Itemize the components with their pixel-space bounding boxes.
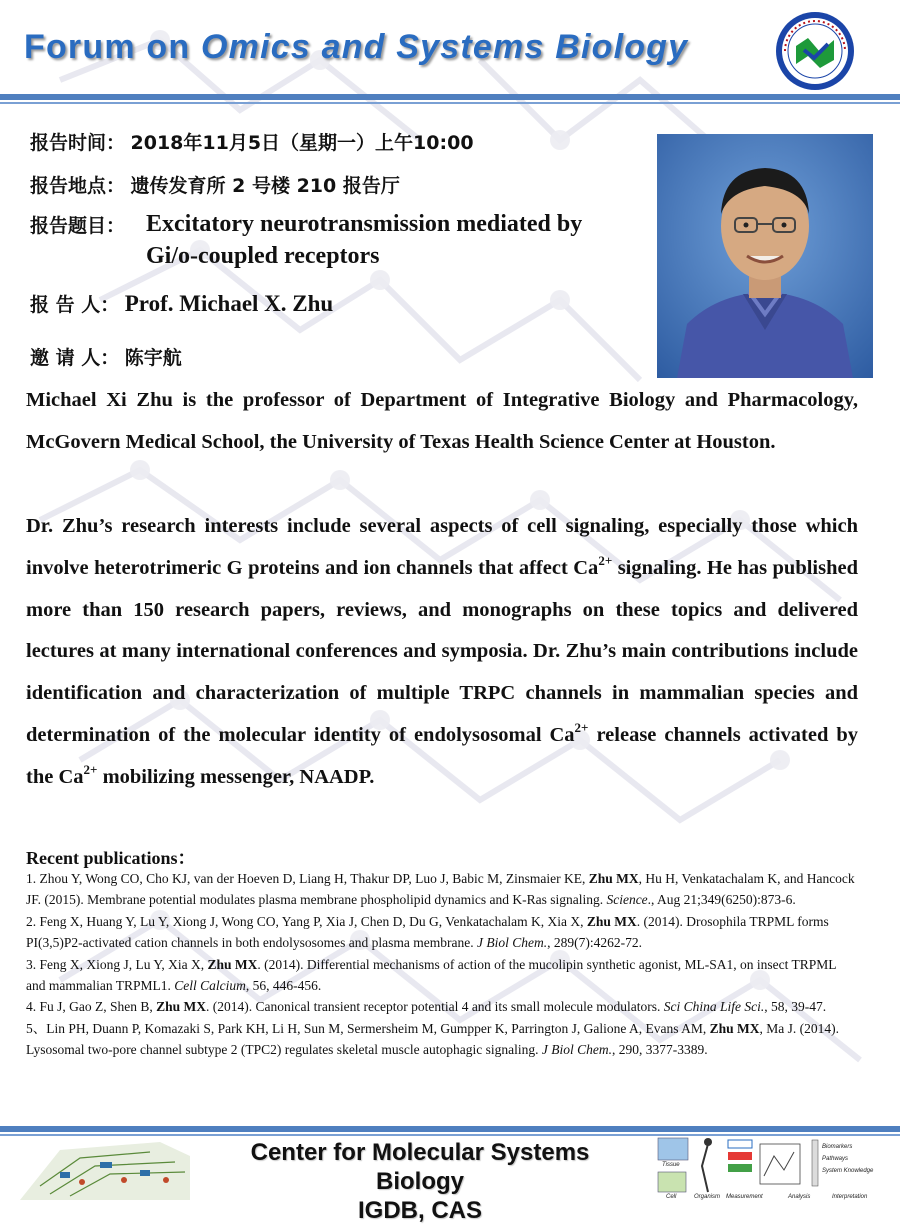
host-value: 陈宇航 [124, 347, 182, 369]
bio-paragraph-1: Michael Xi Zhu is the professor of Department of Integrative Biology and Pharmacology, McGovern Medical School, the University of Texas Health Science Center at Houston. [26, 389, 858, 453]
footer-line-1: Center for Molecular Systems Biology [250, 1139, 590, 1195]
pub-authors: 3. Feng X, Xiong J, Lu Y, Xia X, [26, 956, 208, 972]
pub-authors: 4. Fu J, Gao Z, Shen B, [26, 999, 157, 1015]
diagram-label: Cell [666, 1194, 677, 1200]
publications-heading: Recent publications： [26, 848, 196, 868]
publication-item [26, 954, 858, 997]
place-label: 报告地点： [30, 175, 126, 197]
diagram-label: Tissue [662, 1162, 680, 1168]
topic-label: 报告题目： [30, 215, 126, 237]
pub-authors: 5、Lin PH, Duann P, Komazaki S, Park KH, Li H, Sun M, Sermersheim M, Gumpper K, Parrington J, Galione A, Evans AM, [26, 1020, 710, 1036]
systems-biology-diagram [656, 1136, 900, 1200]
pub-journal: Cell Calcium [174, 978, 246, 994]
pub-citation: ., Aug 21;349(6250):873-6. [647, 892, 796, 908]
host-label: 邀 请 人： [30, 347, 120, 369]
forum-title [24, 28, 688, 67]
header-rule [0, 94, 900, 100]
talk-topic-row [30, 211, 125, 238]
pub-journal: J Biol Chem. [477, 935, 548, 951]
diagram-label: Analysis [788, 1194, 811, 1200]
publication-item [26, 996, 858, 1017]
pub-highlight-author: Zhu MX [709, 1020, 760, 1036]
forum-title-part2: Omics and Systems Biology [201, 28, 689, 66]
pub-citation: , 58, 39-47. [764, 999, 827, 1015]
pub-title: . (2014). Differential mechanisms of action of the mucolipin synthetic agonist, ML-SA1, on insect TRPML and mammalian TRPML1. [26, 956, 837, 994]
talk-time-row [30, 128, 474, 155]
time-label: 报告时间： [30, 132, 126, 154]
diagram-label: Organism [694, 1194, 721, 1200]
pub-title: . (2014). Canonical transient receptor potential 4 and its small molecule modulators. [206, 999, 664, 1015]
superscript-charge: 2+ [574, 720, 589, 736]
place-value: 遗传发育所 2 号楼 210 报告厅 [130, 175, 400, 197]
pub-title: , Hu H, Venkatachalam K, and Hancock JF. (2015). Membrane potential modulates plasma membrane phospholipid dynamics and K-Ras signaling. [26, 871, 855, 908]
talk-host-row [30, 343, 182, 370]
circuit-board-image [0, 1136, 190, 1200]
time-value: 2018年11月5日（星期一）上午10:00 [130, 132, 474, 154]
topic-line-2: Gi/o-coupled receptors [146, 243, 380, 269]
pub-authors: 1. Zhou Y, Wong CO, Cho KJ, van der Hoeven D, Liang H, Thakur DP, Luo J, Babic M, Zinsmaier KE, [26, 871, 589, 886]
superscript-charge: 2+ [83, 761, 98, 777]
bio-p2-part-c: release channels activated by the Ca [26, 723, 858, 788]
publication-item [26, 911, 858, 954]
pub-highlight-author: Zhu MX [207, 956, 258, 972]
pub-citation: , 289(7):4262-72. [547, 935, 643, 951]
forum-title-part1: Forum on [24, 28, 201, 66]
speaker-value: Prof. Michael X. Zhu [124, 291, 334, 316]
institute-seal-icon [774, 10, 856, 92]
footer-rule [0, 1126, 900, 1132]
pub-highlight-author: Zhu MX [586, 913, 637, 929]
diagram-label: Pathways [822, 1156, 849, 1162]
pub-title: . (2014). Drosophila TRPML forms PI(3,5)P2-activated cation channels in both endolysosomes and plasma membrane. [26, 913, 829, 951]
publication-item [26, 1018, 858, 1061]
diagram-label: Measurement [726, 1194, 763, 1200]
publication-item [26, 868, 858, 911]
header-rule-thin [0, 102, 900, 104]
pub-highlight-author: Zhu MX [588, 871, 639, 886]
topic-line-1: Excitatory neurotransmission mediated by [146, 211, 583, 237]
diagram-label: System Knowledge [822, 1168, 874, 1174]
bio-p2-part-d: mobilizing messenger, NAADP. [97, 765, 375, 788]
pub-citation: , 56, 446-456. [245, 978, 322, 994]
pub-highlight-author: Zhu MX [156, 999, 207, 1015]
pub-citation: , 290, 3377-3389. [612, 1042, 708, 1058]
talk-place-row [30, 171, 400, 198]
superscript-charge: 2+ [598, 552, 613, 568]
footer-title [210, 1138, 630, 1225]
bio-paragraph-2 [26, 506, 858, 799]
talk-speaker-row [30, 290, 333, 317]
pub-journal: J Biol Chem. [541, 1042, 613, 1058]
pub-journal: Sci China Life Sci. [663, 999, 765, 1015]
pub-title: , Ma J. (2014). Lysosomal two-pore channel subtype 2 (TPC2) regulates skeletal muscle autophagic signaling. [26, 1020, 839, 1058]
pub-journal: Science [606, 892, 648, 908]
diagram-label: Biomarkers [822, 1144, 853, 1150]
speaker-label: 报 告 人： [30, 294, 120, 316]
publications-list [26, 868, 858, 1061]
pub-authors: 2. Feng X, Huang Y, Lu Y, Xiong J, Wong CO, Yang P, Xia J, Chen D, Du G, Venkatachalam K, Xia X, [26, 913, 587, 929]
bio-p2-part-b: signaling. He has published more than 150 research papers, reviews, and monographs on these topics and delivered lectures at many international conferences and symposia. Dr. Zhu’s main contributions include identification and characterization of multiple TRPC channels in mammalian species and determination of the molecular identity of endolysosomal Ca [26, 556, 859, 746]
speaker-photo [657, 134, 873, 378]
topic-value [146, 208, 646, 272]
footer-line-2: IGDB, CAS [357, 1197, 482, 1224]
diagram-label: Interpretation [832, 1194, 868, 1200]
bio-p2-part-a: Dr. Zhu’s research interests include several aspects of cell signaling, especially those which involve heterotrimeric G proteins and ion channels that affect Ca [26, 515, 858, 579]
